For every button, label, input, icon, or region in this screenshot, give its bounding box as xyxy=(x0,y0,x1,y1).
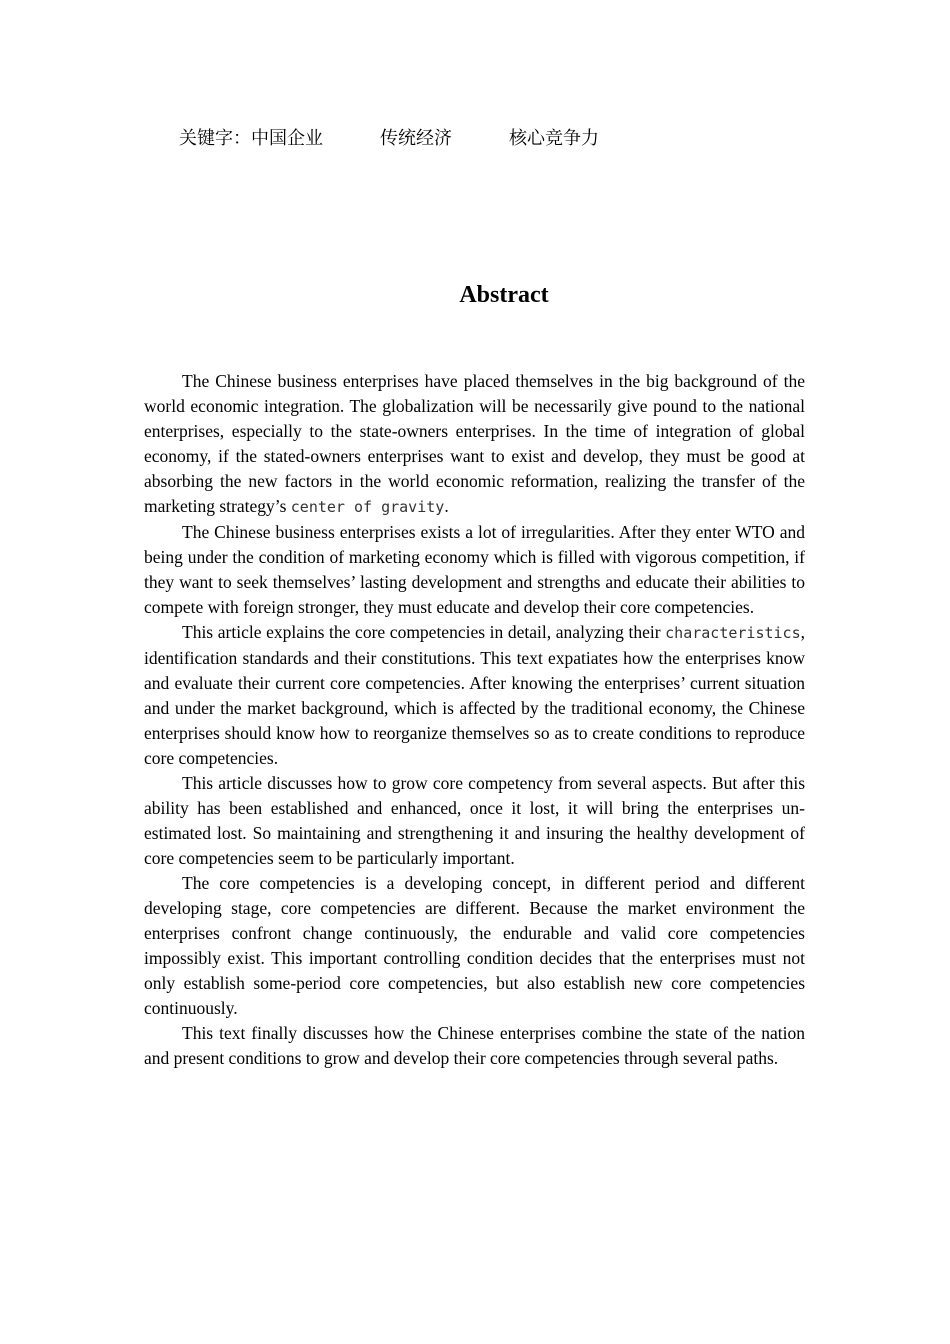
abstract-paragraph: This article explains the core competencies in detail, analyzing their characteristics, identification standards and their constitutions. This text expatiates how the enterprises know and evaluate their current core competencies. After knowing the enterprises’ current situation and under the market background, which is affected by the traditional economy, the Chinese enterprises should know how to reorganize themselves so as to create conditions to reproduce core competencies. xyxy=(144,622,805,768)
abstract-paragraph: The Chinese business enterprises have placed themselves in the big background of the world economic integration. The globalization will be necessarily give pound to the national enterprises, especially to the state-owners enterprises. In the time of integration of global economy, if the stated-owners enterprises want to exist and develop, they must be good at absorbing the new factors in the world economic reformation, realizing the transfer of the marketing strategy’s center of gravity. xyxy=(144,371,805,516)
code-text: center of gravity xyxy=(290,498,445,516)
abstract-paragraph: The Chinese business enterprises exists a lot of irregularities. After they enter WTO and being under the condition of marketing economy which is filled with vigorous competition, if they want to seek themselves’ lasting development and strengths and educate their abilities to compete with foreign stronger, they must educate and develop their core competencies. xyxy=(144,522,805,617)
keyword-item: 传统经济 xyxy=(380,128,452,148)
code-text: characteristics xyxy=(665,624,801,642)
abstract-title: Abstract xyxy=(459,282,549,308)
keyword-item: 中国企业 xyxy=(251,128,323,148)
keywords-line xyxy=(179,126,599,150)
abstract-paragraph: This text finally discusses how the Chinese enterprises combine the state of the nation and present conditions to grow and develop their core competencies through several paths. xyxy=(144,1023,805,1068)
abstract-paragraph: The core competencies is a developing concept, in different period and different developing stage, core competencies are different. Because the market environment the enterprises confront change continuously, the endurable and valid core competencies impossibly exist. This important controlling condition decides that the enterprises must not only establish some-period core competencies, but also establish new core competencies continuously. xyxy=(144,873,805,1018)
keywords-label: 关键字： xyxy=(179,128,251,148)
abstract-body xyxy=(144,369,805,1071)
keyword-item: 核心竞争力 xyxy=(509,128,599,148)
abstract-paragraph: This article discusses how to grow core competency from several aspects. But after this ability has been established and enhanced, once it lost, it will bring the enterprises un-estimated lost. So maintaining and strengthening it and insuring the healthy development of core competencies seem to be particularly important. xyxy=(144,773,805,868)
